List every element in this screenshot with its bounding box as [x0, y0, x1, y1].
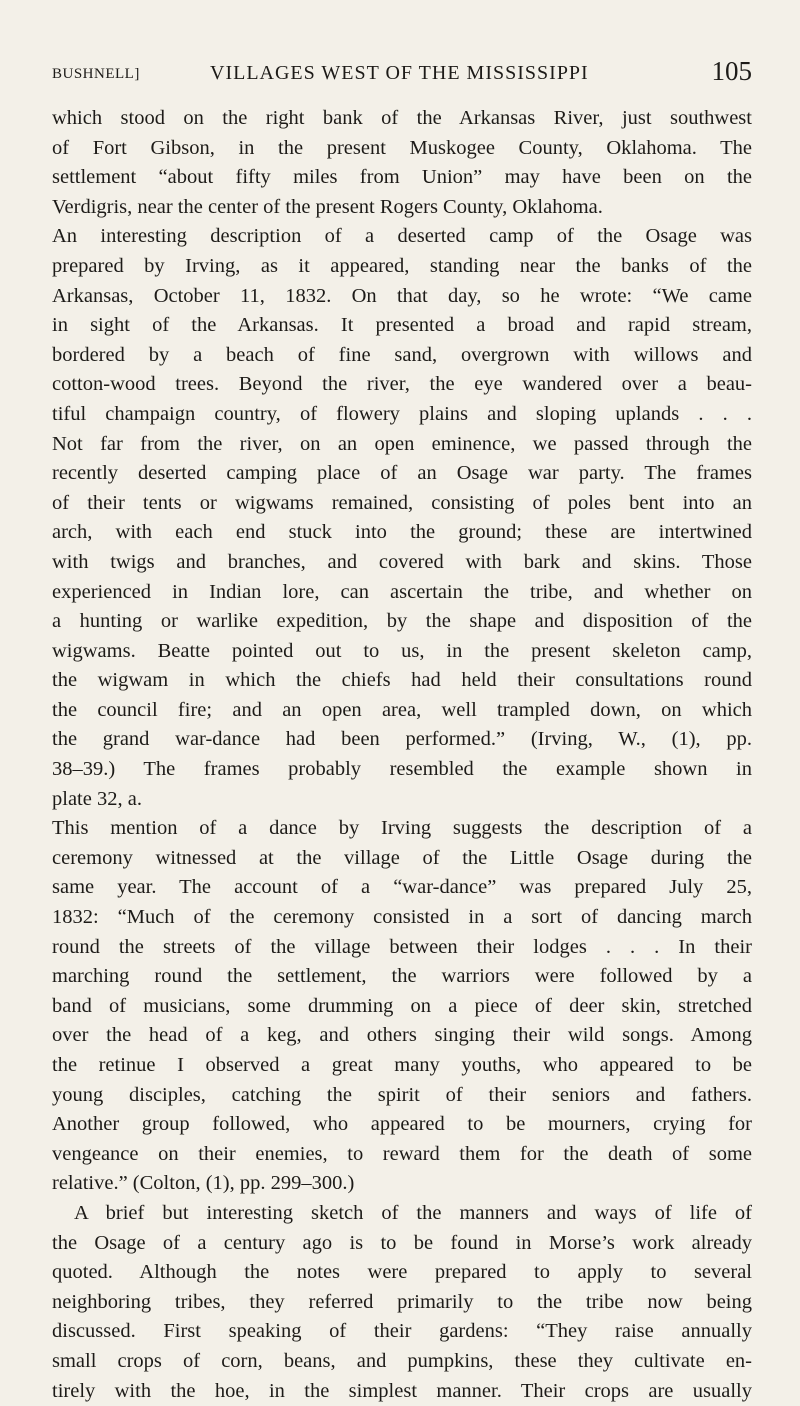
text-line: quoted. Although the notes were prepared to apply to several [52, 1261, 752, 1284]
text-line: band of musicians, some drumming on a piece of deer skin, stretched [52, 994, 752, 1017]
text-line: bordered by a beach of fine sand, overgrown with willows and [52, 343, 752, 366]
text-line: of their tents or wigwams remained, consisting of poles bent into an [52, 491, 752, 514]
text-line: tirely with the hoe, in the simplest manner. Their crops are usually [52, 1379, 752, 1402]
text-line: wigwams. Beatte pointed out to us, in the present skeleton camp, [52, 639, 752, 662]
text-line: cotton-wood trees. Beyond the river, the eye wandered over a beau- [52, 373, 752, 396]
page-number: 105 [711, 56, 752, 86]
text-line: vengeance on their enemies, to reward them for the death of some [52, 1142, 752, 1165]
text-line: experienced in Indian lore, can ascertain the tribe, and whether on [52, 580, 752, 603]
chapter-title: VILLAGES WEST OF THE MISSISSIPPI [210, 62, 589, 84]
text-line: which stood on the right bank of the Arkansas River, just southwest [52, 107, 752, 129]
text-line: with twigs and branches, and covered with bark and skins. Those [52, 550, 752, 573]
text-line: a hunting or warlike expedition, by the shape and disposition of the [52, 610, 752, 633]
text-line: young disciples, catching the spirit of their seniors and fathers. [52, 1083, 752, 1106]
running-head [52, 56, 752, 96]
text-line: same year. The account of a “war-dance” was prepared July 25, [52, 876, 752, 899]
text-line: ceremony witnessed at the village of the Little Osage during the [52, 846, 752, 869]
text-line: A brief but interesting sketch of the manners and ways of life of [74, 1201, 752, 1224]
text-line: Verdigris, near the center of the present Rogers County, Oklahoma. [52, 195, 603, 218]
text-line: Arkansas, October 11, 1832. On that day, so he wrote: “We came [52, 284, 752, 307]
text-line: plate 32, a. [52, 787, 142, 810]
text-line: small crops of corn, beans, and pumpkins, these they cultivate en- [52, 1349, 752, 1372]
text-line: arch, with each end stuck into the ground; these are intertwined [52, 521, 752, 544]
body-text [52, 104, 752, 1406]
text-line: the Osage of a century ago is to be found in Morse’s work already [52, 1231, 752, 1254]
text-line: Another group followed, who appeared to be mourners, crying for [52, 1113, 752, 1136]
text-line: of Fort Gibson, in the present Muskogee County, Oklahoma. The [52, 136, 752, 159]
text-line: discussed. First speaking of their gardens: “They raise annually [52, 1320, 752, 1343]
text-line: over the head of a keg, and others singing their wild songs. Among [52, 1024, 752, 1047]
text-line: round the streets of the village between their lodges . . . In their [52, 935, 752, 958]
text-line: neighboring tribes, they referred primarily to the tribe now being [52, 1290, 752, 1313]
text-line: This mention of a dance by Irving suggests the description of a [52, 817, 752, 840]
text-line: prepared by Irving, as it appeared, standing near the banks of the [52, 254, 752, 277]
text-line: marching round the settlement, the warriors were followed by a [52, 965, 752, 988]
text-line: recently deserted camping place of an Osage war party. The frames [52, 462, 752, 485]
author-running-head: BUSHNELL] [52, 66, 140, 82]
text-line: An interesting description of a deserted camp of the Osage was [52, 225, 752, 248]
text-line: the wigwam in which the chiefs had held their consultations round [52, 669, 752, 692]
text-line: 38–39.) The frames probably resembled the example shown in [52, 758, 752, 781]
text-line: the council fire; and an open area, well trampled down, on which [52, 698, 752, 721]
text-line: tiful champaign country, of flowery plains and sloping uplands . . . [52, 402, 752, 425]
text-line: the grand war-dance had been performed.” (Irving, W., (1), pp. [52, 728, 752, 751]
text-line: 1832: “Much of the ceremony consisted in a sort of dancing march [52, 906, 752, 929]
text-line: Not far from the river, on an open eminence, we passed through the [52, 432, 752, 455]
text-line: relative.” (Colton, (1), pp. 299–300.) [52, 1172, 355, 1195]
text-line: in sight of the Arkansas. It presented a broad and rapid stream, [52, 314, 752, 337]
text-line: the retinue I observed a great many youths, who appeared to be [52, 1054, 752, 1076]
text-line: settlement “about fifty miles from Union” may have been on the [52, 166, 752, 189]
